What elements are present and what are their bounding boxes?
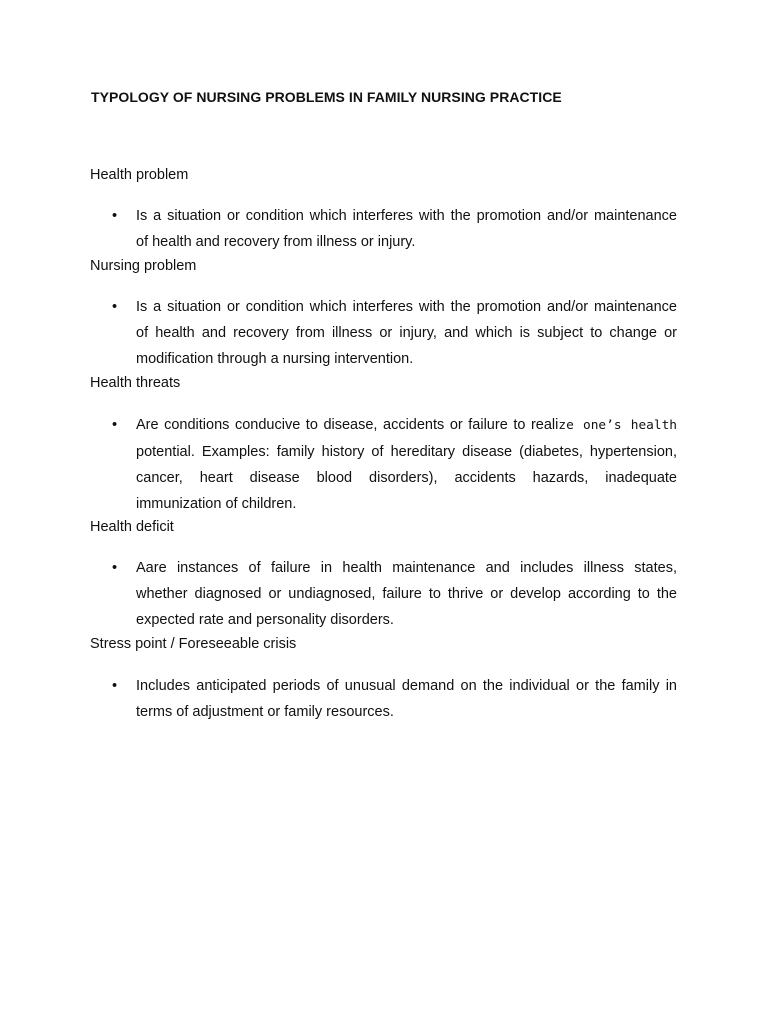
term-health-threats: Health threats <box>90 375 181 391</box>
document-title: TYPOLOGY OF NURSING PROBLEMS IN FAMILY NURSING PRACTICE <box>91 89 562 105</box>
definition-nursing-problem <box>136 294 677 372</box>
text-line: Aare instances of failure in health maintenance and includes illness states, <box>136 560 677 576</box>
text-line: expected rate and personality disorders. <box>136 612 394 628</box>
text-line: Is a situation or condition which interferes with the promotion and/or maintenance <box>136 208 677 224</box>
definition-stress-point <box>136 673 677 725</box>
bullet-icon: • <box>112 678 118 694</box>
definition-health-deficit <box>136 555 677 633</box>
text-line: Includes anticipated periods of unusual demand on the individual or the family in <box>136 678 677 694</box>
text-line-end: ze one’s health <box>558 418 677 433</box>
text-line-start: Are conditions conducive to disease, accidents or failure to reali <box>136 417 559 433</box>
text-line: of health and recovery from illness or injury, and which is subject to change or <box>136 325 677 341</box>
bullet-icon: • <box>112 208 118 224</box>
bullet-icon: • <box>112 417 118 433</box>
text-line: modification through a nursing intervention. <box>136 351 414 367</box>
text-line: Is a situation or condition which interferes with the promotion and/or maintenance <box>136 299 677 315</box>
term-health-deficit: Health deficit <box>90 519 174 535</box>
term-nursing-problem: Nursing problem <box>90 258 197 274</box>
text-line: immunization of children. <box>136 496 297 512</box>
text-line: potential. Examples: family history of hereditary disease (diabetes, hypertension, <box>136 444 677 460</box>
definition-health-problem <box>136 203 677 255</box>
text-line <box>136 412 677 439</box>
term-health-problem: Health problem <box>90 167 189 183</box>
text-line: of health and recovery from illness or injury. <box>136 234 416 250</box>
definition-health-threats <box>136 412 677 517</box>
term-stress-point: Stress point / Foreseeable crisis <box>90 636 297 652</box>
text-line: whether diagnosed or undiagnosed, failure to thrive or develop according to the <box>136 586 677 602</box>
bullet-icon: • <box>112 560 118 576</box>
text-line: cancer, heart disease blood disorders), accidents hazards, inadequate <box>136 470 677 486</box>
text-line: terms of adjustment or family resources. <box>136 704 394 720</box>
bullet-icon: • <box>112 299 118 315</box>
